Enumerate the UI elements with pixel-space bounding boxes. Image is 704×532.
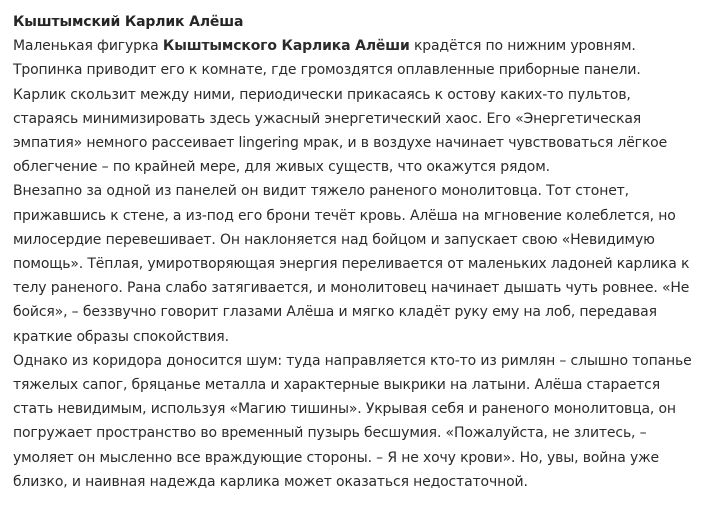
- paragraph-3: Однако из коридора доносится шум: туда направляется кто-то из римлян – слышно топанье тяжелых сапог, бряцанье металла и характерные выкрики на латыни. Алёша старается стать невидимым, используя «Магию тишины». Укрывая себя и раненого монолитовца, он погружает пространство во временный пузырь бесшумия. «Пожалуйста, не злитесь, – умоляет он мысленно все враждующие стороны. – Я не хочу крови». Но, увы, война уже близко, и наивная надежда карлика может оказаться недостаточной.: [13, 352, 692, 490]
- paragraph-2: Внезапно за одной из панелей он видит тяжело раненого монолитовца. Тот стонет, прижавшись к стене, а из-под его брони течёт кровь. Алёша на мгновение колеблется, но милосердие перевешивает. Он наклоняется над бойцом и запускает свою «Невидимую помощь». Тёплая, умиротворяющая энергия переливается от маленьких ладоней карлика к телу раненого. Рана слабо затягивается, и монолитовец начинает дышать чуть ровнее. «Не бойся», – беззвучно говорит глазами Алёша и мягко кладёт руку ему на лоб, передавая краткие образы спокойствия.: [13, 183, 690, 345]
- post-title: Кыштымский Карлик Алёша: [13, 14, 244, 30]
- paragraph-1: [13, 34, 695, 179]
- paragraph-1-intro: Маленькая фигурка: [13, 38, 163, 55]
- document-body: [13, 10, 695, 494]
- paragraph-1-bold-name: Кыштымского Карлика Алёши: [162, 38, 410, 55]
- paragraph-1-rest: крадётся по нижним уровням. Тропинка приводит его к комнате, где громоздятся оплавленные приборные панели. Карлик скользит между ними, периодически прикасаясь к остову каких-то пультов, стараясь минимизировать здесь ужасный энергетический хаос. Его «Энергетическая эмпатия» немного рассеивает lingering мрак, и в воздухе начинает чувствоваться лёгкое облегчение – по крайней мере, для живых существ, что окажутся рядом.: [13, 38, 668, 176]
